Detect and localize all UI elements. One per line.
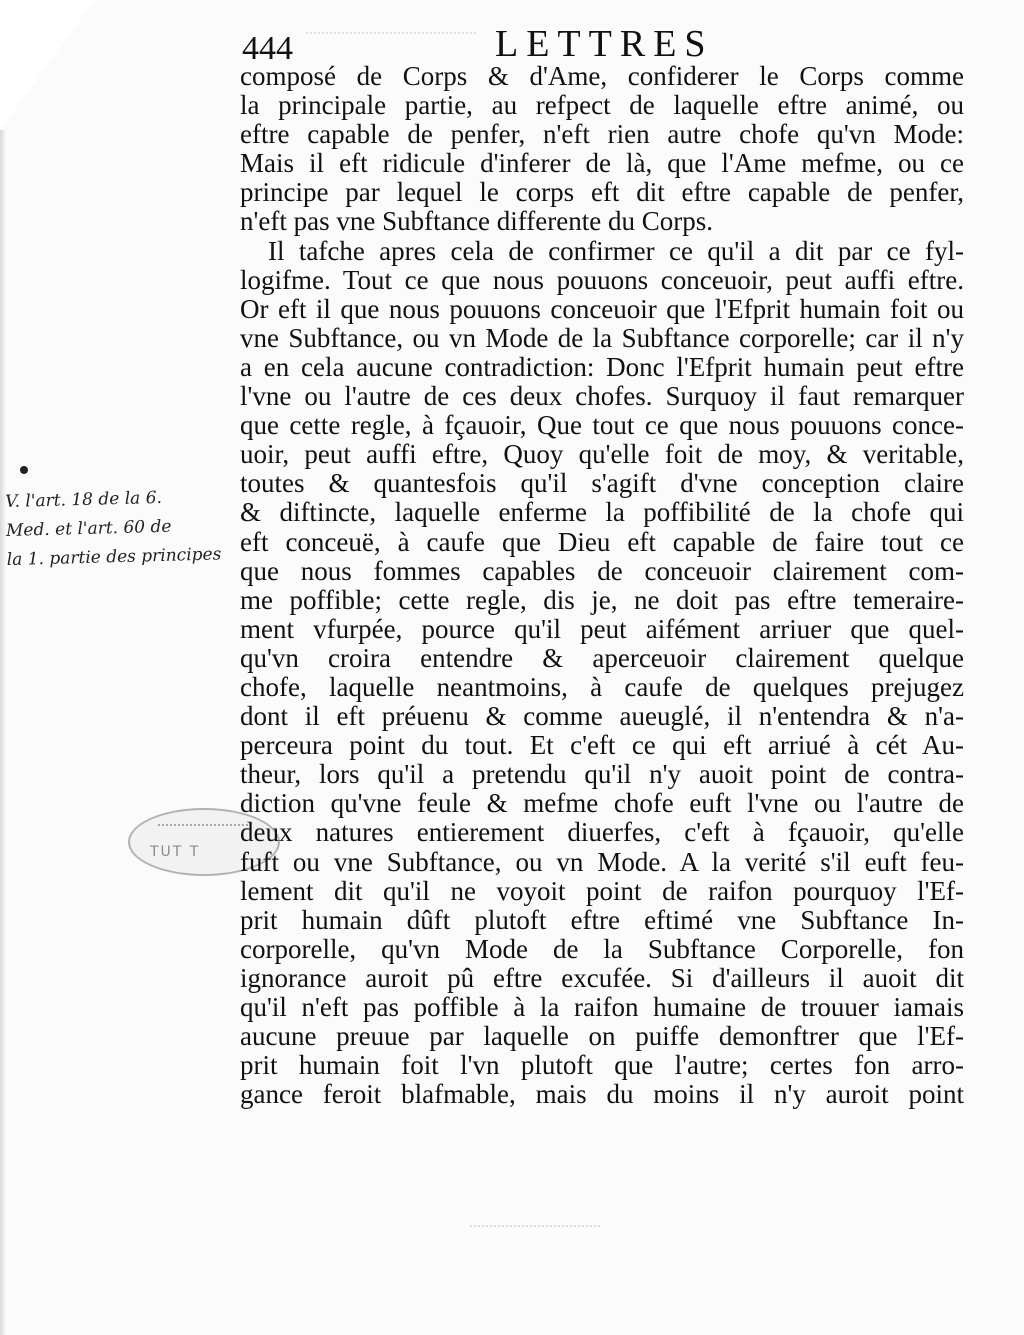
stamp-ring-text (158, 824, 248, 834)
text-line: lement dit qu'il ne voyoit point de raifon pourquoy l'Ef- (240, 876, 964, 906)
text-line: Il tafche apres cela de confirmer ce qu'il a dit par ce fyl- (268, 236, 964, 266)
text-line: vne Subftance, ou vn Mode de la Subftance corporelle; car il n'y (240, 323, 964, 353)
text-line: dont il eft préuenu & comme aueuglé, il n'entendra & n'a- (240, 702, 964, 732)
text-line: composé de Corps & d'Ame, confiderer le Corps comme (240, 62, 964, 91)
margin-note-line: V. l'art. 18 de la 6. (5, 487, 163, 513)
running-title: LETTRES (495, 23, 714, 65)
text-line: Mais il eft ridicule d'inferer de là, que l'Ame mefme, ou ce (240, 149, 964, 179)
text-line: qu'il n'eft pas poffible à la raifon humaine de trouuer iamais (240, 993, 964, 1022)
text-line: ignorance auroit pû eftre excufée. Si d'ailleurs il auoit dit (240, 963, 964, 993)
page-edge-shadow (0, 130, 6, 1335)
stamp-text: TUT T (150, 844, 201, 860)
text-line: principe par lequel le corps eft dit eftre capable de penfer, (240, 178, 964, 208)
ink-mark (20, 466, 28, 474)
text-line: qu'vn croira entendre & aperceuoir clairement quelque (240, 643, 964, 673)
text-line: fuft ou vne Subftance, ou vn Mode. A la verité s'il euft feu- (240, 847, 964, 877)
text-line: eftre capable de penfer, n'eft rien autre chofe qu'vn Mode: (240, 120, 964, 150)
text-line: theur, lors qu'il a pretendu qu'il n'y auoit point de contra- (240, 760, 964, 790)
margin-note-line: la 1. partie des principes (6, 544, 222, 570)
text-line: uoir, peut auffi eftre, Quoy qu'elle foit de moy, & veritable, (240, 440, 964, 470)
text-line: & diftincte, laquelle enferme la poffibilité de la chofe qui (240, 498, 964, 528)
text-line: que cette regle, à fçauoir, Que tout ce que nous pouuons conce- (240, 411, 964, 441)
text-line: logifme. Tout ce que nous pouuons conceuoir, peut auffi eftre. (240, 265, 964, 295)
text-line: la principale partie, au refpect de laquelle eftre animé, ou (240, 91, 964, 121)
text-line: toutes & quantesfois qu'il s'agift d'vne conception claire (240, 469, 964, 499)
text-line: corporelle, qu'vn Mode de la Subftance Corporelle, fon (240, 934, 964, 964)
text-line: prit humain dûft plutoft eftre eftimé vne Subftance In- (240, 905, 964, 935)
text-line: chofe, laquelle neantmoins, à caufe de quelques prejugez (240, 672, 964, 702)
text-line: perceura point du tout. Et c'eft ce qui eft arriué à cét Au- (240, 731, 964, 761)
margin-note (5, 482, 237, 575)
text-line: l'vne ou l'autre de ces deux chofes. Surquoy il faut remarquer (240, 382, 964, 412)
torn-corner (0, 0, 95, 130)
text-line: gance feroit blafmable, mais du moins il n'y auroit point (240, 1080, 964, 1110)
text-line: Or eft il que nous pouuons conceuoir que l'Efprit humain foit ou (240, 294, 964, 324)
text-line: ment vfurpée, pource qu'il peut aifément arriuer que quel- (240, 614, 964, 644)
bottom-bleed-through (470, 1225, 600, 1277)
text-line: diction qu'vne feule & mefme chofe euft l'vne ou l'autre de (240, 789, 964, 819)
body-text (240, 62, 964, 1109)
text-line: me poffible; cette regle, dis je, ne doit pas eftre temeraire- (240, 585, 964, 615)
margin-note-line: Med. et l'art. 60 de (5, 516, 172, 542)
text-line: que nous fommes capables de conceuoir clairement com- (240, 556, 964, 586)
text-line: aucune preuue par laquelle on puiffe demonftrer que l'Ef- (240, 1022, 964, 1052)
text-line: n'eft pas vne Subftance differente du Corps. (240, 207, 713, 237)
text-line: a en cela aucune contradiction: Donc l'Efprit humain peut eftre (240, 352, 964, 382)
text-line: prit humain foit l'vn plutoft que l'autre; certes fon arro- (240, 1051, 964, 1081)
text-line: deux natures entierement diuerfes, c'eft à fçauoir, qu'elle (240, 818, 964, 848)
page-header (240, 18, 960, 68)
page-number: 444 (242, 30, 293, 67)
text-line: eft conceuë, à caufe que Dieu eft capable de faire tout ce (240, 527, 964, 557)
